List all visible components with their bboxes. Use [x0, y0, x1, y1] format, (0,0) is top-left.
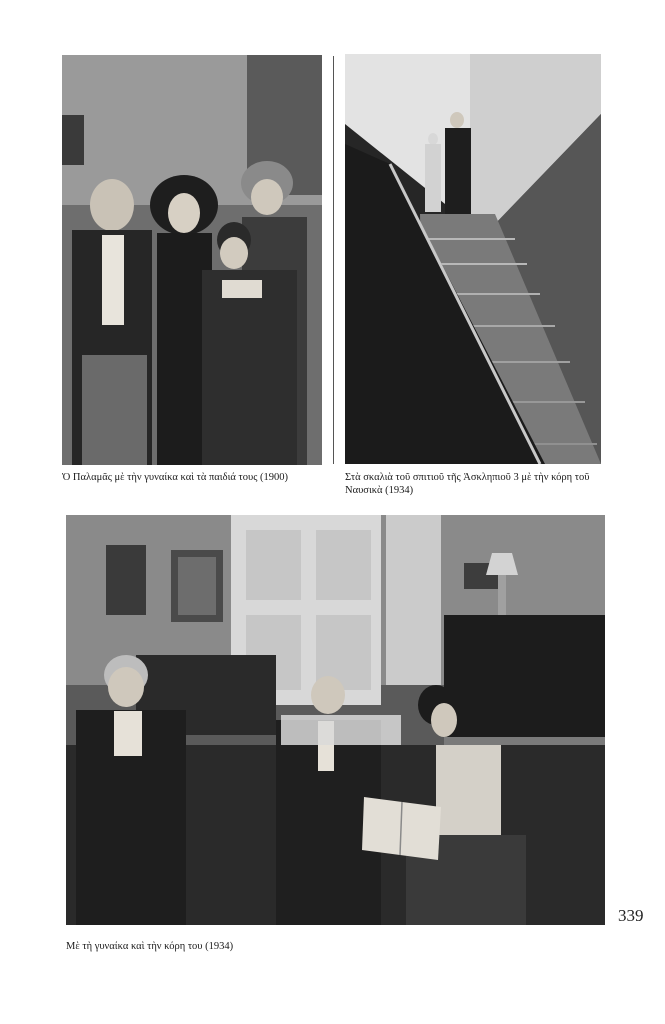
caption-family-1900: Ὁ Παλαμᾶς μὲ τὴν γυναίκα καὶ τὰ παιδιά τους (1900): [62, 472, 288, 483]
photo-family-1900: [62, 55, 322, 465]
caption-staircase-1934: Στὰ σκαλιὰ τοῦ σπιτιοῦ τῆς Ἀσκληπιοῦ 3 μὲ τὴν κόρη τοῦ Ναυσικὰ (1934): [345, 472, 590, 496]
page-number: 339: [618, 906, 644, 925]
column-divider: [333, 56, 334, 464]
photo-staircase-1934: [345, 54, 601, 464]
caption-living-room-1934: Μὲ τὴ γυναίκα καὶ τὴν κόρη του (1934): [66, 941, 234, 952]
photo-living-room-1934: [66, 515, 605, 925]
